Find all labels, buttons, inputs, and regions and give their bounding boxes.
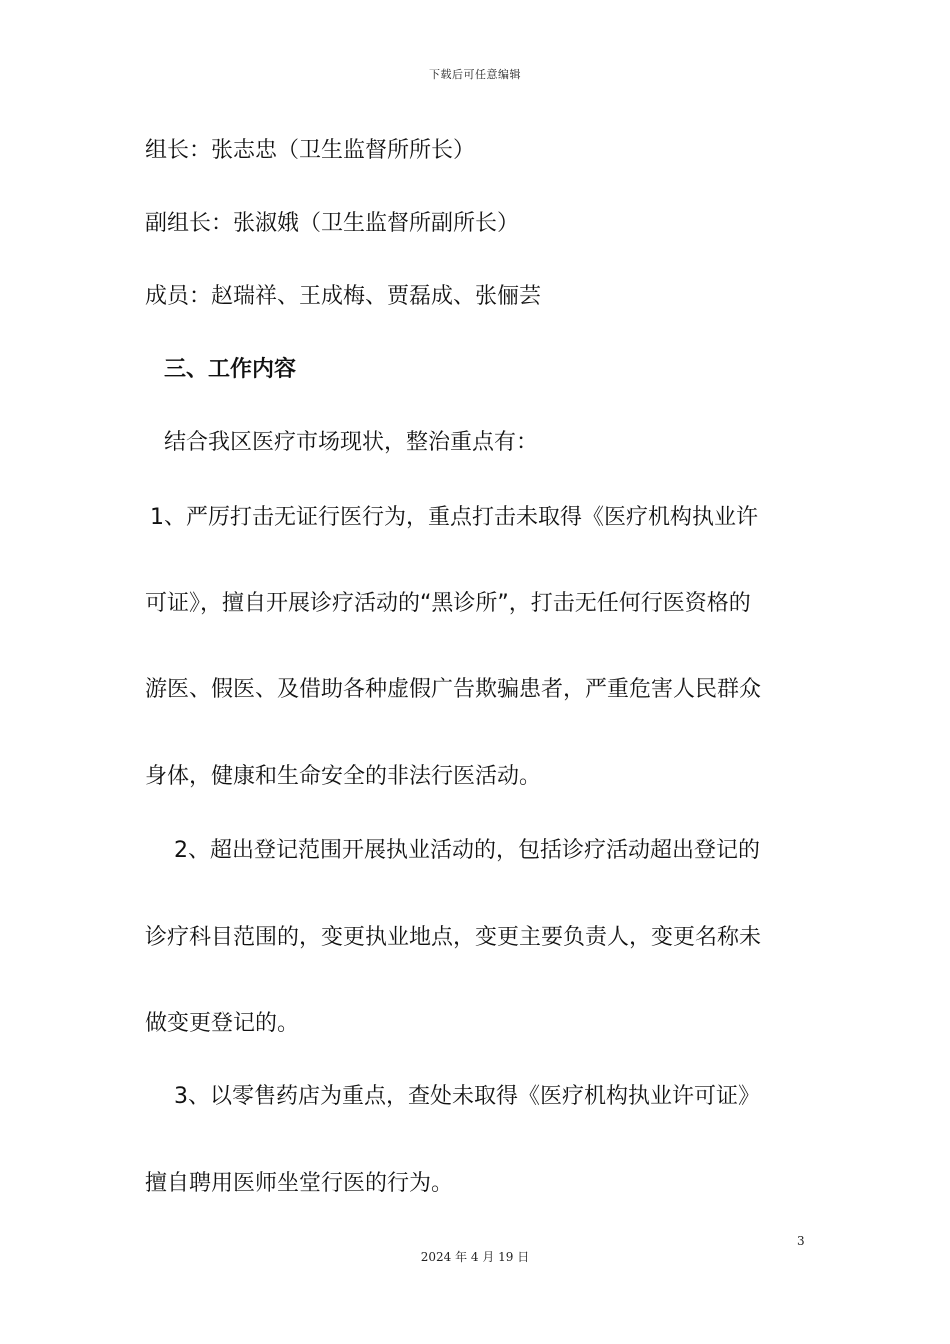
intro-paragraph: 结合我区医疗市场现状，整治重点有： bbox=[164, 430, 539, 455]
footer-date: 2024 年 4 月 19 日 bbox=[420, 1250, 530, 1264]
page-number: 3 bbox=[797, 1234, 805, 1248]
page-header: 下载后可任意编辑 bbox=[429, 68, 521, 81]
item-1-line-3: 游医、假医、及借助各种虚假广告欺骗患者，严重危害人民群众 bbox=[145, 677, 762, 702]
item-3-line-1: 3、以零售药店为重点，查处未取得《医疗机构执业许可证》 bbox=[174, 1084, 760, 1109]
section-heading: 三、工作内容 bbox=[164, 357, 297, 382]
deputy-leader-line: 副组长：张淑娥（卫生监督所副所长） bbox=[145, 211, 520, 236]
item-1-line-2: 可证》，擅自开展诊疗活动的“黑诊所”，打击无任何行医资格的 bbox=[145, 591, 751, 616]
item-2-line-3: 做变更登记的。 bbox=[145, 1011, 300, 1036]
item-1-line-4: 身体，健康和生命安全的非法行医活动。 bbox=[145, 764, 542, 789]
item-3-line-2: 擅自聘用医师坐堂行医的行为。 bbox=[145, 1171, 454, 1196]
leader-line: 组长：张志忠（卫生监督所所长） bbox=[145, 138, 476, 163]
members-line: 成员：赵瑞祥、王成梅、贾磊成、张俪芸 bbox=[145, 284, 542, 309]
item-2-line-1: 2、超出登记范围开展执业活动的，包括诊疗活动超出登记的 bbox=[174, 838, 760, 863]
item-1-line-1: 1、严厉打击无证行医行为，重点打击未取得《医疗机构执业许 bbox=[150, 505, 758, 530]
item-2-line-2: 诊疗科目范围的，变更执业地点，变更主要负责人，变更名称未 bbox=[145, 925, 762, 950]
